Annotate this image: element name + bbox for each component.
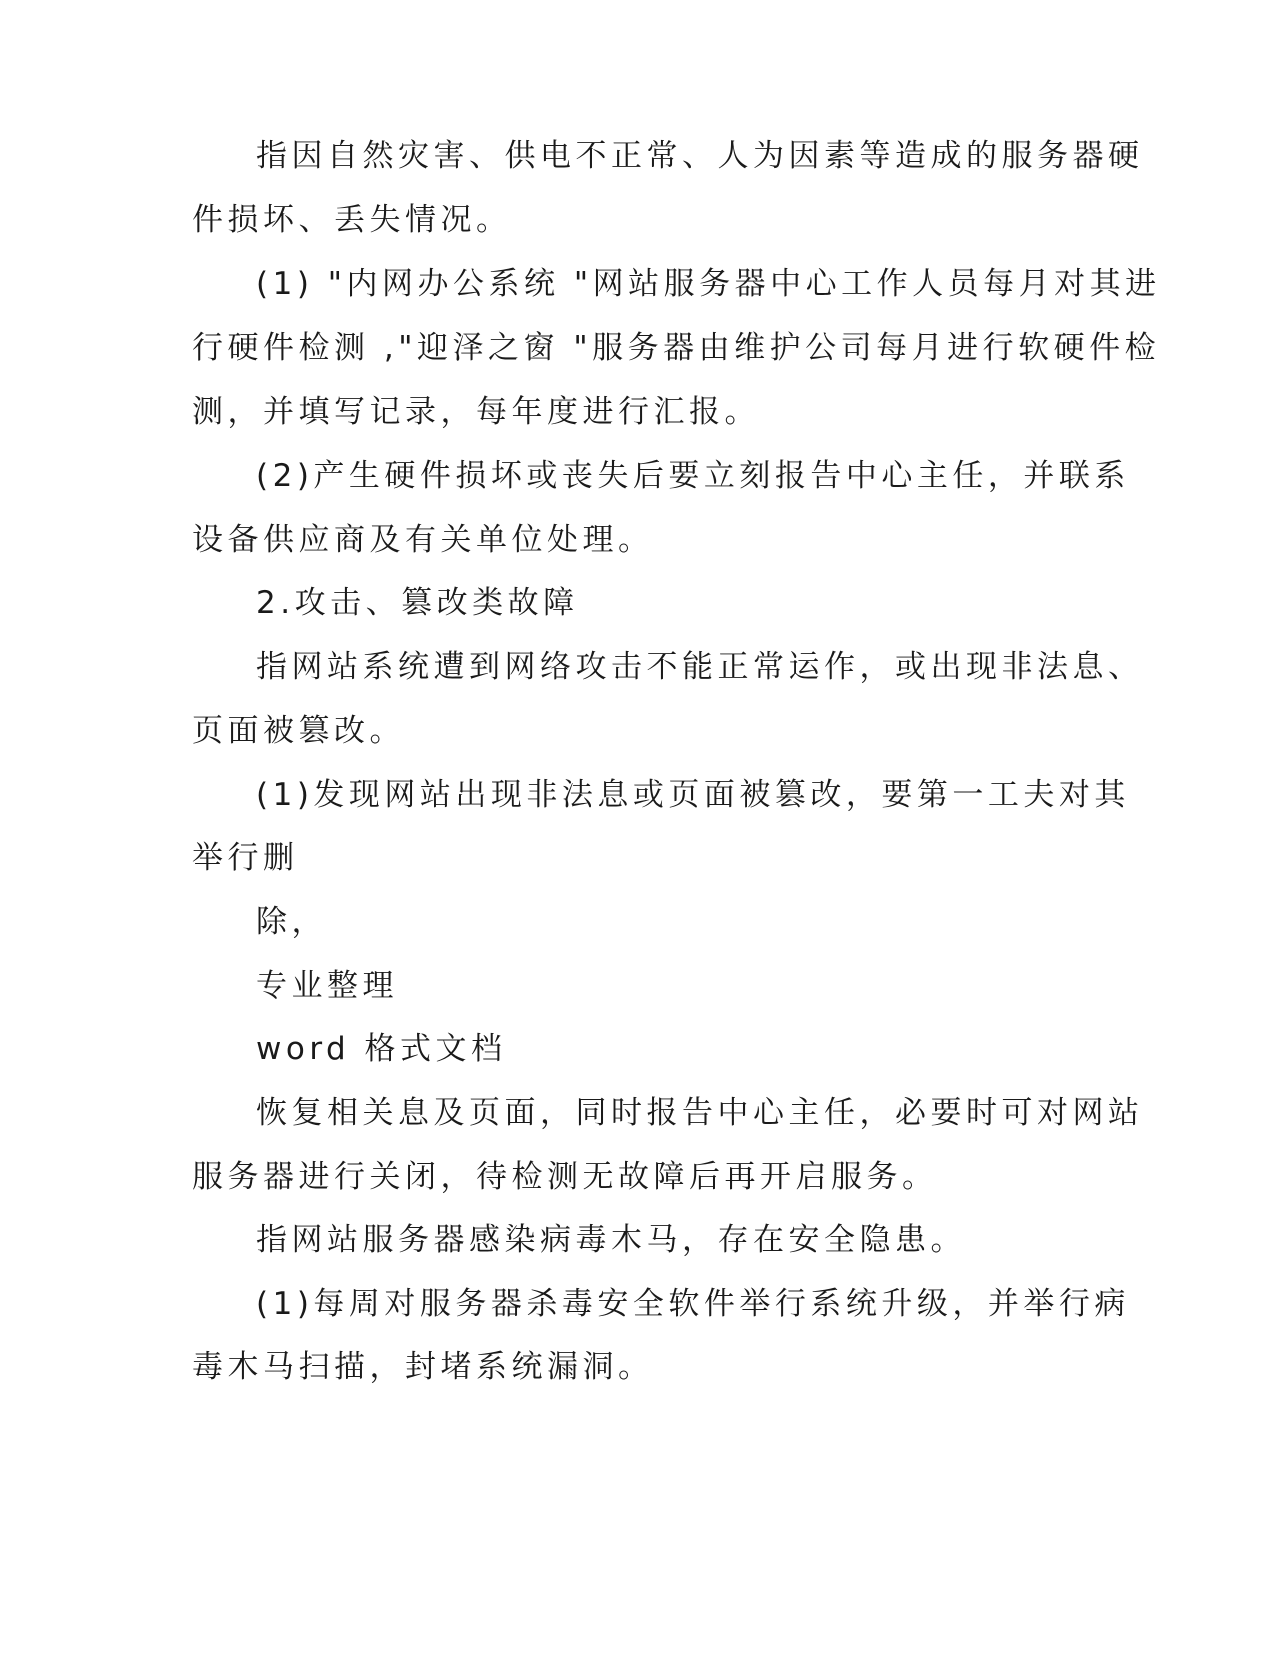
paragraph-line: 服务器进行关闭，待检测无故障后再开启服务。 xyxy=(192,1159,938,1195)
paragraph-line: 毒木马扫描，封堵系统漏洞。 xyxy=(192,1349,654,1385)
paragraph-line: 恢复相关息及页面，同时报告中心主任，必要时可对网站 xyxy=(256,1095,1144,1131)
paragraph-line: 设备供应商及有关单位处理。 xyxy=(192,522,654,558)
paragraph-line: 指因自然灾害、供电不正常、人为因素等造成的服务器硬 xyxy=(256,138,1144,174)
footer-text: word 格式文档 xyxy=(256,1031,507,1067)
paragraph-line: 页面被篡改。 xyxy=(192,713,405,749)
paragraph-line: 行硬件检测 ,"迎泽之窗 "服务器由维护公司每月进行软硬件检 xyxy=(192,330,1161,366)
paragraph-line: (1)发现网站出现非法息或页面被篡改，要第一工夫对其 xyxy=(256,777,1130,813)
paragraph-line: (1) "内网办公系统 "网站服务器中心工作人员每月对其进 xyxy=(256,266,1161,302)
paragraph-line: (1)每周对服务器杀毒安全软件举行系统升级，并举行病 xyxy=(256,1286,1130,1322)
paragraph-line: 件损坏、丢失情况。 xyxy=(192,202,512,238)
footer-text: 专业整理 xyxy=(256,968,398,1004)
paragraph-line: 除， xyxy=(256,904,327,940)
paragraph-line: 指网站服务器感染病毒木马，存在安全隐患。 xyxy=(256,1222,966,1258)
section-heading: 2.攻击、篡改类故障 xyxy=(256,585,579,621)
paragraph-line: 测，并填写记录，每年度进行汇报。 xyxy=(192,394,760,430)
paragraph-line: (2)产生硬件损坏或丧失后要立刻报告中心主任，并联系 xyxy=(256,458,1130,494)
paragraph-line: 指网站系统遭到网络攻击不能正常运作，或出现非法息、 xyxy=(256,649,1144,685)
paragraph-line: 举行删 xyxy=(192,840,299,876)
